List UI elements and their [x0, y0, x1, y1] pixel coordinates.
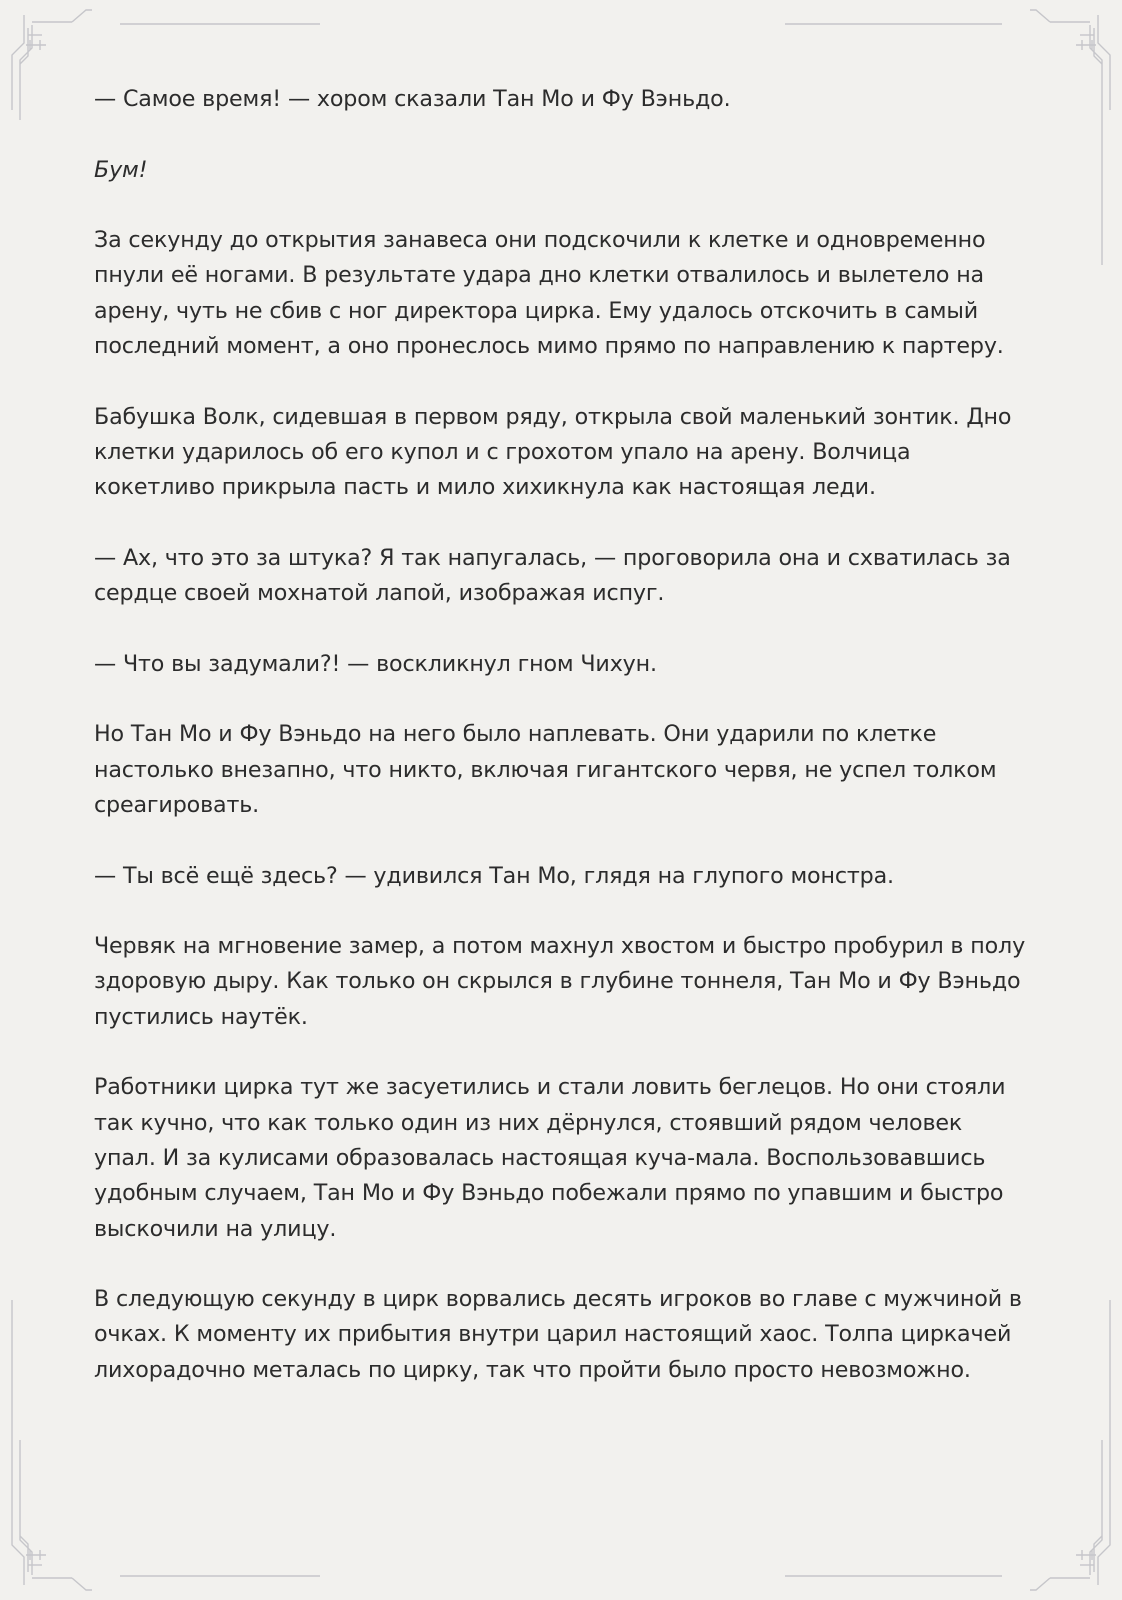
paragraph: — Ах, что это за штука? Я так напугалась, — проговорила она и схватилась за сердце своей мохнатой лапой, изображая испуг. — [94, 544, 1011, 607]
paragraph: Бум! — [94, 156, 148, 183]
paragraph: За секунду до открытия занавеса они подскочили к клетке и одновременно пнули её ногами. В результате удара дно клетки отвалилось и вылетело на арену, чуть не сбив с ног директора цирка. Ему удалось отскочить в самый последний момент, а оно пронеслось мимо прямо по направлению к партеру. — [94, 227, 1004, 360]
document-body — [94, 82, 1029, 1423]
paragraph: — Ты всё ещё здесь? — удивился Тан Мо, глядя на глупого монстра. — [94, 862, 894, 889]
paragraph: Бабушка Волк, сидевшая в первом ряду, открыла свой маленький зонтик. Дно клетки ударилось об его купол и с грохотом упало на арену. Волчица кокетливо прикрыла пасть и мило хихикнула как настоящая леди. — [94, 403, 1012, 501]
paragraph: — Что вы задумали?! — воскликнул гном Чихун. — [94, 650, 657, 677]
paragraph: — Самое время! — хором сказали Тан Мо и Фу Вэньдо. — [94, 86, 731, 112]
paragraph: Червяк на мгновение замер, а потом махнул хвостом и быстро пробурил в полу здоровую дыру. Как только он скрылся в глубине тоннеля, Тан Мо и Фу Вэньдо пустились наутёк. — [94, 933, 1026, 1030]
paragraph: Но Тан Мо и Фу Вэньдо на него было наплевать. Они ударили по клетке настолько внезапно, что никто, включая гигантского червя, не успел толком среагировать. — [94, 721, 997, 818]
paragraph: Работники цирка тут же засуетились и стали ловить беглецов. Но они стояли так кучно, что как только один из них дёрнулся, стоявший рядом человек упал. И за кулисами образовалась настоящая куча-мала. Воспользовавшись удобным случаем, Тан Мо и Фу Вэньдо побежали прямо по упавшим и быстро выскочили на улицу. — [94, 1074, 1006, 1242]
paragraph: В следующую секунду в цирк ворвались десять игроков во главе с мужчиной в очках. К моменту их прибытия внутри царил настоящий хаос. Толпа циркачей лихорадочно металась по цирку, так что пройти было просто невозможно. — [94, 1286, 1022, 1383]
